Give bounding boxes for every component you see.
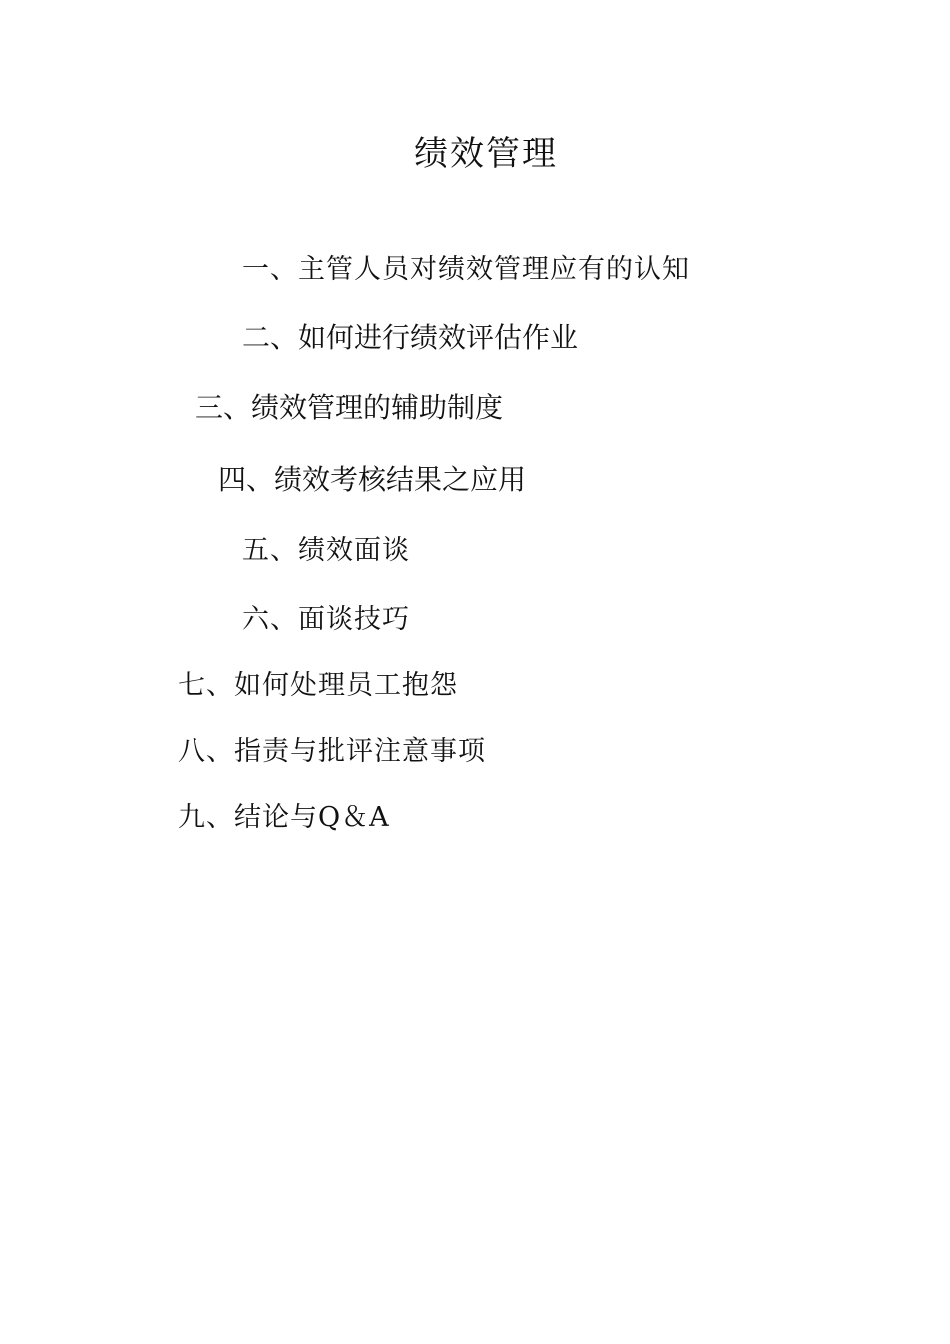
toc-item-7: 七、如何处理员工抱怨 bbox=[178, 670, 458, 701]
toc-item-1: 一、主管人员对绩效管理应有的认知 bbox=[242, 254, 690, 285]
toc-item-5: 五、绩效面谈 bbox=[242, 535, 410, 566]
toc-item-6: 六、面谈技巧 bbox=[242, 604, 410, 635]
toc-item-2: 二、如何进行绩效评估作业 bbox=[242, 321, 579, 354]
toc-item-8: 八、指责与批评注意事项 bbox=[178, 736, 486, 767]
page-title: 绩效管理 bbox=[414, 134, 558, 174]
toc-item-9: 九、结论与Q＆A bbox=[178, 802, 390, 833]
toc-item-4: 四、绩效考核结果之应用 bbox=[218, 463, 527, 496]
toc-item-3: 三、绩效管理的辅助制度 bbox=[195, 391, 504, 424]
